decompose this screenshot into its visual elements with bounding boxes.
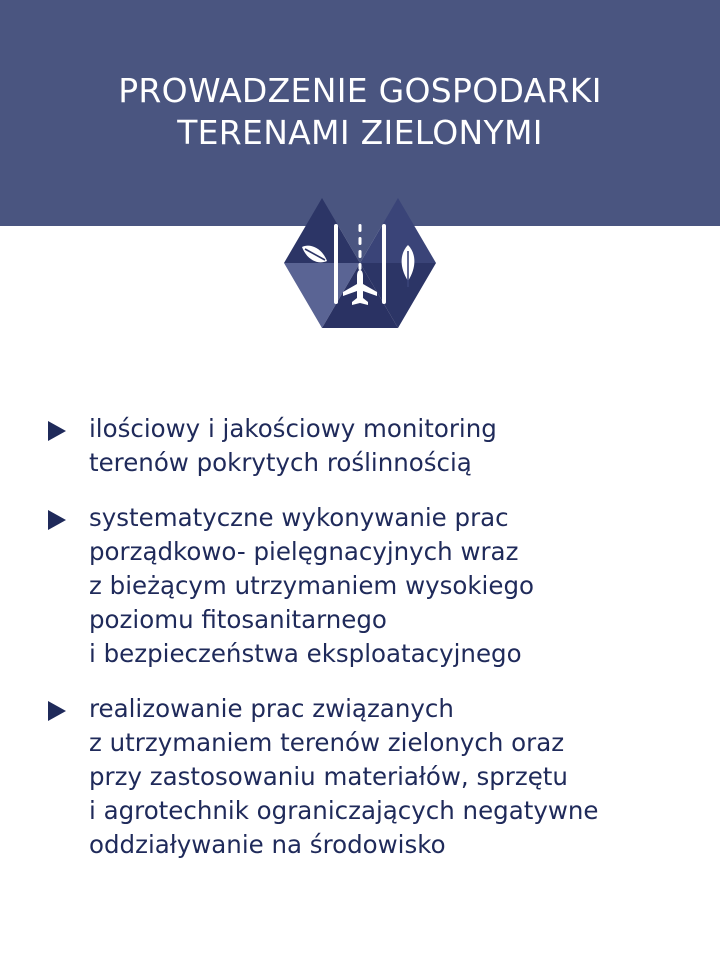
airport-greenery-hexagon-icon bbox=[280, 196, 440, 330]
page-title bbox=[0, 70, 720, 154]
item-text-line: i bezpieczeństwa eksploatacyjnego bbox=[89, 639, 522, 668]
activities-list bbox=[0, 412, 720, 883]
item-text-line: i agrotechnik ograniczających negatywne bbox=[89, 796, 599, 825]
runway-edge-right-icon bbox=[382, 224, 386, 304]
item-text-line: terenów pokrytych roślinnością bbox=[89, 448, 472, 477]
item-text-line: realizowanie prac związanych bbox=[89, 694, 454, 723]
item-text-line: systematyczne wykonywanie prac bbox=[89, 503, 509, 532]
item-text-line: z bieżącym utrzymaniem wysokiego bbox=[89, 571, 534, 600]
item-text-line: poziomu fitosanitarnego bbox=[89, 605, 387, 634]
list-item bbox=[0, 501, 720, 671]
item-text-line: oddziaływanie na środowisko bbox=[89, 830, 446, 859]
title-line-2: TERENAMI ZIELONYMI bbox=[177, 113, 543, 152]
bullet-triangle-icon bbox=[48, 421, 66, 441]
runway-edge-left-icon bbox=[334, 224, 338, 304]
item-text-line: przy zastosowaniu materiałów, sprzętu bbox=[89, 762, 568, 791]
header-banner bbox=[0, 0, 720, 226]
item-text-line: porządkowo- pielęgnacyjnych wraz bbox=[89, 537, 519, 566]
item-text-line: ilościowy i jakościowy monitoring bbox=[89, 414, 497, 443]
list-item bbox=[0, 692, 720, 862]
item-text-line: z utrzymaniem terenów zielonych oraz bbox=[89, 728, 565, 757]
bullet-triangle-icon bbox=[48, 510, 66, 530]
title-line-1: PROWADZENIE GOSPODARKI bbox=[118, 71, 602, 110]
list-item bbox=[0, 412, 720, 480]
bullet-triangle-icon bbox=[48, 701, 66, 721]
